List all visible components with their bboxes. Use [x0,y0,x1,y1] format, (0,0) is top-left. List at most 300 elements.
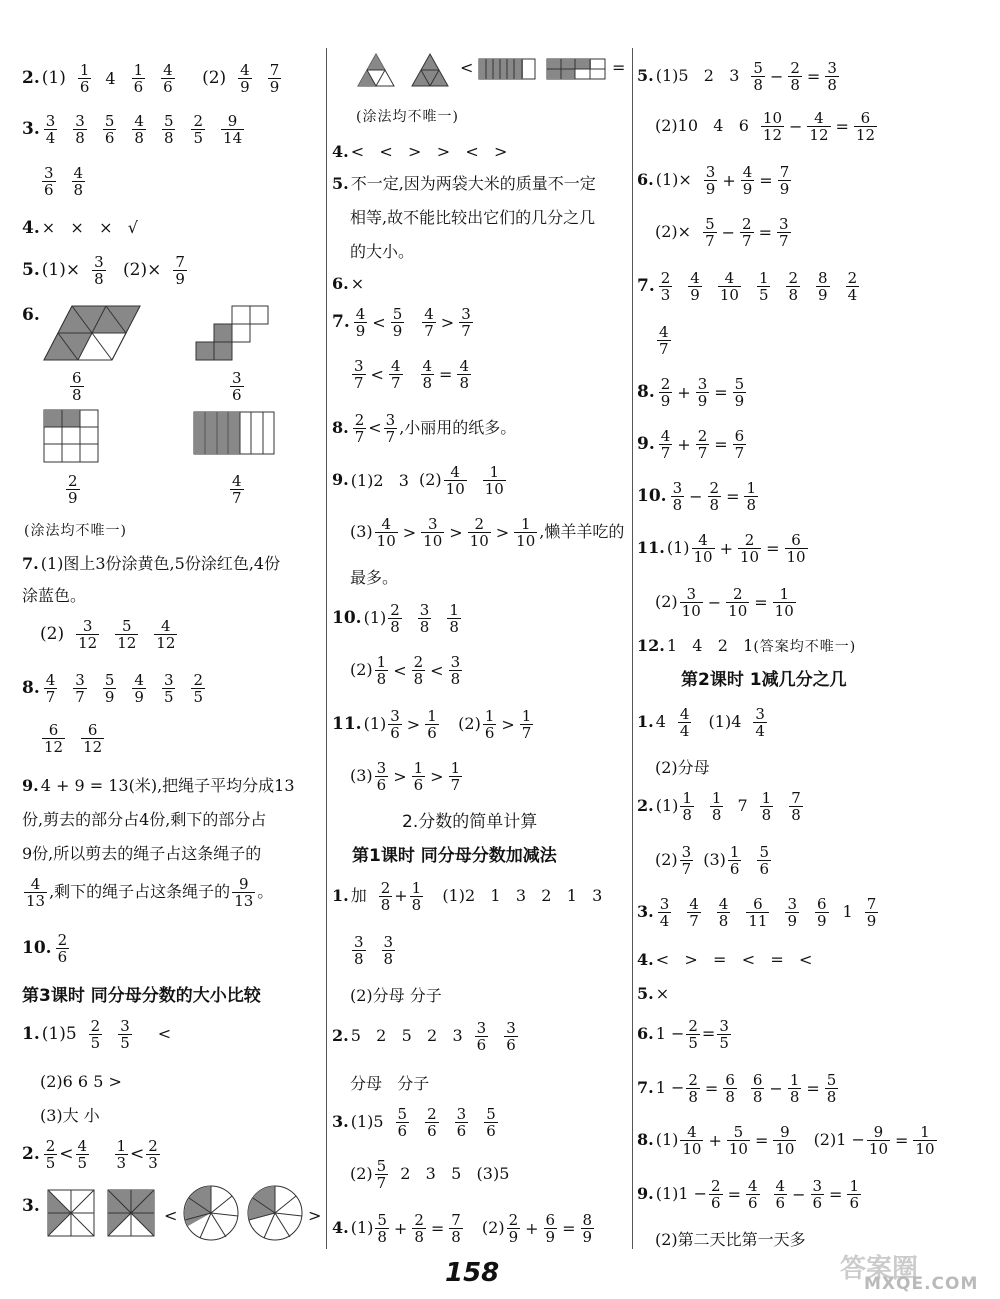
operator: = [714,434,728,454]
q6-label-a [68,370,86,403]
expression-fraction: $\frac{6}{10}$ [786,531,806,567]
answer2-q5: 5. 不一定,因为两袋大米的质量不一定 [332,174,596,193]
fraction: $\frac{3}{7}$ [385,411,396,447]
operator: = [835,116,849,136]
expression-fraction: $\frac{2}{8}$ [414,1211,424,1247]
expression-fraction: $\frac{5}{10}$ [728,1123,748,1159]
expression-fraction: $\frac{4}{9}$ [355,305,366,341]
lesson2-q9: 9. (1)1 − $\frac{2}{6}$ = $\frac{4}{6}$ $\frac{4}{6}$ − $\frac{3}{6}$ = $\frac{1}{6}$ [637,1177,859,1213]
answer3-q6-part2: (2)× $\frac{5}{7}$ − $\frac{2}{7}$ = $\frac{3}{7}$ [655,215,789,251]
operator: > [495,522,510,542]
fraction: $\frac{5}{6}$ [397,1105,408,1141]
fraction: $\frac{8}{9}$ [818,269,828,305]
operator: + [719,538,734,558]
expression-fraction: $\frac{2}{8}$ [790,59,800,95]
answer2-q8: 8. $\frac{2}{7}$ < $\frac{3}{7}$ ,小丽用的纸多。 [332,411,517,447]
operator: = [714,382,728,402]
operator: > [501,714,515,734]
answer-q10: 10. $\frac{2}{6}$ [22,931,68,967]
expression-fraction: $\frac{1}{7}$ [450,759,461,795]
fraction: $\frac{3}{4}$ [659,895,670,931]
q6-label-b [228,370,246,403]
answer3-q7-row2 [655,324,685,357]
fraction: $\frac{6}{12}$ [44,721,64,757]
answer2-q6: 6. × [332,274,365,293]
expression-fraction: $\frac{3}{7}$ [354,357,364,393]
lesson1-q1-part2: (2)分母 分子 [350,986,442,1005]
operator: = [439,364,453,384]
operator: = [754,592,768,612]
fraction: $\frac{1}{10}$ [484,463,504,499]
expression-fraction: $\frac{6}{7}$ [734,427,745,463]
column-divider [326,48,327,1249]
fraction: $\frac{3}{7}$ [681,843,692,879]
answer3-q6: 6. (1)× $\frac{3}{9}$ + $\frac{4}{9}$ = $\frac{7}{9}$ [637,163,790,199]
answer3-q11: 11. (1) $\frac{4}{10}$ + $\frac{2}{10}$ = $\frac{6}{10}$ [637,531,806,567]
expression-fraction: $\frac{1}{6}$ [849,1177,859,1213]
expression-fraction: $\frac{2}{9}$ [660,375,671,411]
lesson2-q2: 2. (1) $\frac{1}{8}$ $\frac{1}{8}$ 7 $\frac{1}{8}$ $\frac{7}{8}$ [637,789,801,825]
expression-fraction: $\frac{4}{10}$ [693,531,713,567]
expression-fraction: $\frac{6}{12}$ [855,109,875,145]
fraction: $\frac{2}{9}$ [68,472,78,508]
operator: = [562,1218,576,1238]
expression-fraction: $\frac{3}{8}$ [672,479,683,515]
watermark-site: MXQE.COM [864,1274,979,1294]
answer2-q11: 11. (1) $\frac{3}{6}$ > $\frac{1}{6}$ (2) $\frac{1}{6}$ > $\frac{1}{7}$ [332,707,532,743]
top-note: (涂法均不唯一) [356,109,459,125]
answer-q9: 9. 4 + 9 = 13(米),把绳子平均分成13 [22,776,295,795]
expression-fraction: $\frac{3}{7}$ [461,305,471,341]
operator: − [707,592,722,612]
expression-fraction: $\frac{6}{8}$ [752,1071,763,1107]
fraction: $\frac{2}{7}$ [354,411,365,447]
fraction: $\frac{4}{8}$ [73,164,84,200]
fraction: $\frac{3}{7}$ [75,671,85,707]
answer3-q5: 5. (1)5 2 3 $\frac{5}{8}$ − $\frac{2}{8}$ = $\frac{3}{8}$ [637,59,837,95]
operator: + [708,1130,722,1150]
answer-q9-line4: $\frac{4}{13}$ ,剩下的绳子占这条绳子的 $\frac{9}{13}$ 。 [26,875,274,911]
answer-column-3 [637,48,977,1249]
fraction: $\frac{1}{6}$ [79,61,90,97]
expression-fraction: $\frac{4}{7}$ [660,427,671,463]
expression-fraction: $\frac{1}{8}$ [376,653,387,689]
operator: = [430,1218,445,1238]
answer2-q10: 10. (1) $\frac{2}{8}$ $\frac{3}{8}$ $\frac{1}{8}$ [332,601,459,637]
fraction: $\frac{5}{7}$ [376,1157,387,1193]
operator: = [754,1130,769,1150]
shaded-triangle-figure-b [410,52,450,88]
answer3-q9: 9. $\frac{4}{7}$ + $\frac{2}{7}$ = $\frac{6}{7}$ [637,427,745,463]
operator: − [769,1078,783,1098]
operator: = [726,486,740,506]
expression-fraction: $\frac{7}{8}$ [451,1211,461,1247]
answer2-q5-line2: 相等,故不能比较出它们的几分之几 [350,208,596,227]
column-divider [632,48,633,1249]
operator: − [769,66,784,86]
fraction: $\frac{3}{5}$ [120,1017,130,1053]
lesson2-q8: 8. (1) $\frac{4}{10}$ + $\frac{5}{10}$ = $\frac{9}{10}$ (2)1 − $\frac{9}{10}$ = $\frac{1}{10}$ [637,1123,935,1159]
lesson2-q1: 1. 4 $\frac{4}{4}$ (1)4 $\frac{3}{4}$ [637,705,765,741]
operator: + [677,382,691,402]
fraction: $\frac{1}{6}$ [729,843,740,879]
fraction: $\frac{6}{9}$ [816,895,827,931]
answer2-q9-line-end: 最多。 [350,568,399,587]
expression-fraction: $\frac{2}{8}$ [688,1071,698,1107]
fraction: $\frac{4}{13}$ [26,875,46,911]
fraction: $\frac{3}{8}$ [75,112,85,148]
lesson2-q3: 3. $\frac{3}{4}$ $\frac{4}{7}$ $\frac{4}{8}$ $\frac{6}{11}$ $\frac{3}{9}$ $\frac{6}{9}$ 1 $\frac{7}{9}$ [637,895,877,931]
answer-q5: 5. (1)× $\frac{3}{8}$ (2)× $\frac{7}{9}$ [22,253,185,289]
answer2-q9-part3: (3) $\frac{4}{10}$ > $\frac{3}{10}$ > $\frac{2}{10}$ > $\frac{1}{10}$ ,懒羊羊吃的 [350,515,625,551]
fraction: $\frac{1}{8}$ [411,879,422,915]
expression-fraction: $\frac{3}{6}$ [390,707,400,743]
fraction: $\frac{2}{5}$ [90,1017,101,1053]
expression-fraction: $\frac{3}{8}$ [827,59,837,95]
answer2-q11-part3: (3) $\frac{3}{6}$ > $\frac{1}{6}$ > $\frac{1}{7}$ [350,759,461,795]
shaded-parallelogram-figure [42,304,142,364]
expression-fraction: $\frac{9}{10}$ [868,1123,888,1159]
operator: = [829,1184,843,1204]
answer-column-2 [332,48,627,1249]
answer-q3-row2 [40,165,99,198]
answer-q8-row2 [40,722,118,755]
expression-fraction: $\frac{3}{8}$ [450,653,461,689]
shaded-square-figure-a [46,1188,96,1238]
fraction: $\frac{1}{6}$ [133,61,144,97]
lesson2-q1-part2: (2)分母 [655,758,710,777]
answer-q9-line3: 9份,所以剪去的绳子占这条绳子的 [22,844,262,863]
expression-fraction: $\frac{5}{8}$ [377,1211,387,1247]
lesson1-q3-part2: (2) $\frac{5}{7}$ 2 3 5 (3)5 [350,1157,510,1193]
answer-q7-part2: (2) $\frac{3}{12}$ $\frac{5}{12}$ $\frac{4}{12}$ [40,617,176,653]
expression-fraction: $\frac{2}{7}$ [742,215,752,251]
expression-fraction: $\frac{2}{8}$ [413,653,424,689]
shaded-triangle-figure-a [356,52,396,88]
fraction: $\frac{3}{8}$ [94,253,104,289]
fraction: $\frac{3}{8}$ [354,933,364,969]
fraction: $\frac{3}{9}$ [787,895,797,931]
fraction: $\frac{5}{6}$ [486,1105,496,1141]
answer3-q8: 8. $\frac{2}{9}$ + $\frac{3}{9}$ = $\frac{5}{9}$ [637,375,745,411]
lesson3-q3: 3. [22,1196,40,1216]
fraction: $\frac{5}{8}$ [163,112,174,148]
lesson2-q7: 7. 1 − $\frac{2}{8}$ = $\frac{6}{8}$ $\frac{6}{8}$ − $\frac{1}{8}$ = $\frac{5}{8}$ [637,1071,837,1107]
operator: > [449,522,463,542]
fraction: $\frac{7}{9}$ [175,253,185,289]
fraction: $\frac{2}{5}$ [688,1017,698,1053]
fraction: $\frac{3}{8}$ [383,933,394,969]
fraction: $\frac{7}{8}$ [791,789,801,825]
fraction: $\frac{9}{14}$ [223,112,243,148]
fraction: $\frac{6}{11}$ [748,895,768,931]
expression-fraction: $\frac{8}{9}$ [582,1211,593,1247]
expression-fraction: $\frac{3}{10}$ [681,585,701,621]
expression-fraction: $\frac{1}{6}$ [413,759,424,795]
fraction: $\frac{4}{7}$ [232,472,242,508]
answer3-q5-part2: (2)10 4 6 $\frac{10}{12}$ − $\frac{4}{12}$ = $\frac{6}{12}$ [655,109,875,145]
lesson3-q1: 1. (1)5 $\frac{2}{5}$ $\frac{3}{5}$ < [22,1017,172,1053]
expression-fraction: $\frac{3}{9}$ [705,163,716,199]
fraction: $\frac{2}{4}$ [847,269,858,305]
fraction: $\frac{3}{8}$ [419,601,430,637]
answer-q7-line2: 涂蓝色。 [22,586,87,605]
fraction: $\frac{2}{5}$ [45,1137,56,1173]
answer-q2: 2. (1) $\frac{1}{6}$ 4 $\frac{1}{6}$ $\frac{4}{6}$ (2) $\frac{4}{9}$ $\frac{7}{9}$ [22,61,280,97]
fraction: $\frac{3}{4}$ [755,705,765,741]
expression-fraction: $\frac{4}{12}$ [809,109,829,145]
operator: = [758,222,772,242]
lesson3-q3-sym2: > [308,1206,322,1225]
fraction: $\frac{4}{5}$ [77,1137,88,1173]
shaded-grid-figure [42,408,102,464]
expression-fraction: $\frac{4}{10}$ [682,1123,702,1159]
operator: < [393,660,407,680]
operator: = [704,1078,719,1098]
expression-fraction: $\frac{2}{6}$ [711,1177,721,1213]
watermark-logo-text: 答案圈 [840,1254,919,1284]
answer-q4: 4. × × × √ [22,218,138,238]
expression-fraction: $\frac{3}{9}$ [697,375,708,411]
fraction: $\frac{5}{6}$ [759,843,769,879]
answer2-q5-line3: 的大小。 [350,242,415,261]
answer-q9-line2: 份,剪去的部分占4份,剩下的部分占 [22,810,267,829]
fraction: $\frac{3}{4}$ [45,112,56,148]
operator: − [721,222,736,242]
operator: − [789,116,803,136]
operator: < [430,660,444,680]
expression-fraction: $\frac{4}{7}$ [424,305,434,341]
shaded-circle-figure-b [246,1184,304,1242]
expression-fraction: $\frac{1}{6}$ [484,707,495,743]
q6-label-c [64,473,82,506]
expression-fraction: $\frac{4}{10}$ [376,515,396,551]
expression-fraction: $\frac{1}{10}$ [516,515,536,551]
fraction: $\frac{4}{9}$ [134,671,144,707]
fraction: $\frac{2}{8}$ [380,879,391,915]
lesson3-q3-sym1: < [164,1206,178,1225]
operator: = [806,66,821,86]
lesson2-q9-part2: (2)第二天比第一天多 [655,1230,806,1249]
fraction: $\frac{5}{9}$ [104,671,115,707]
answer3-q12: 12. 1 4 2 1(答案均不唯一) [637,636,857,655]
expression-fraction: $\frac{1}{6}$ [427,707,437,743]
expression-fraction: $\frac{3}{6}$ [812,1177,823,1213]
expression-fraction: $\frac{5}{9}$ [734,375,745,411]
fraction: $\frac{2}{3}$ [148,1137,158,1173]
fraction: $\frac{4}{7}$ [689,895,699,931]
answer-q7: 7. (1)图上3份涂黄色,5份涂红色,4份 [22,554,281,573]
operator: > [406,714,421,734]
answer3-q7: 7. $\frac{2}{3}$ $\frac{4}{9}$ $\frac{4}{10}$ $\frac{1}{5}$ $\frac{2}{8}$ $\frac{8}{9}$ $\frac{2}{4}$ [637,269,858,305]
fraction: $\frac{9}{13}$ [234,875,254,911]
fraction: $\frac{3}{5}$ [163,671,174,707]
section-2-heading: 2.分数的简单计算 [402,812,538,832]
answer-column-1 [22,48,322,1249]
answer3-q11-part2: (2) $\frac{3}{10}$ − $\frac{2}{10}$ = $\frac{1}{10}$ [655,585,794,621]
answer2-q4: 4. < < > > < > [332,142,508,161]
expression-fraction: $\frac{6}{9}$ [545,1211,556,1247]
fraction: $\frac{4}{10}$ [445,463,465,499]
answer2-q9: 9. (1)2 3 (2) $\frac{4}{10}$ $\frac{1}{10}$ [332,463,504,499]
fraction: $\frac{4}{7}$ [659,323,669,359]
fraction: $\frac{1}{5}$ [758,269,769,305]
fraction: $\frac{3}{5}$ [719,1017,729,1053]
fraction: $\frac{4}{9}$ [690,269,700,305]
lesson-2-heading: 第2课时 1减几分之几 [681,670,847,690]
expression-fraction: $\frac{6}{8}$ [725,1071,735,1107]
expression-fraction: $\frac{5}{9}$ [392,305,403,341]
lesson1-q4: 4. (1) $\frac{5}{8}$ + $\frac{2}{8}$ = $\frac{7}{8}$ (2) $\frac{2}{9}$ + $\frac{6}{9}$ = $\frac{8}{9}$ [332,1211,593,1247]
lesson3-q2: 2. $\frac{2}{5}$ < $\frac{4}{5}$ $\frac{1}{3}$ < $\frac{2}{3}$ [22,1137,158,1173]
operator: > [430,766,444,786]
operator: + [722,170,736,190]
operator: > [402,522,417,542]
expression-fraction: $\frac{9}{10}$ [775,1123,795,1159]
fraction: $\frac{4}{8}$ [718,895,729,931]
expression-fraction: $\frac{2}{8}$ [709,479,720,515]
expression-fraction: $\frac{2}{10}$ [469,515,489,551]
fraction: $\frac{5}{12}$ [117,617,137,653]
expression-fraction: $\frac{1}{10}$ [915,1123,935,1159]
shaded-staircase-figure [194,304,274,364]
expression-fraction: $\frac{1}{8}$ [789,1071,800,1107]
operator: + [677,434,691,454]
q6-label-d [228,473,246,506]
lesson3-q1-part2: (2)6 6 5 > [40,1072,122,1091]
expression-fraction: $\frac{3}{7}$ [778,215,789,251]
fraction: $\frac{4}{8}$ [134,112,144,148]
fraction: $\frac{3}{6}$ [456,1105,467,1141]
lesson2-q4: 4. < > = < = < [637,950,813,969]
fraction: $\frac{1}{3}$ [116,1137,127,1173]
fraction: $\frac{6}{12}$ [83,721,103,757]
operator: = [806,1078,820,1098]
fraction: $\frac{2}{8}$ [390,601,400,637]
fraction: $\frac{3}{6}$ [44,164,54,200]
fraction: $\frac{2}{8}$ [788,269,799,305]
expression-fraction: $\frac{1}{7}$ [521,707,532,743]
expression-fraction: $\frac{5}{7}$ [705,215,715,251]
shaded-square-figure-b [106,1188,156,1238]
fraction: $\frac{4}{6}$ [163,61,173,97]
expression-fraction: $\frac{7}{9}$ [779,163,790,199]
lesson1-q2: 2. 5 2 5 2 3 $\frac{3}{6}$ $\frac{3}{6}$ [332,1019,516,1055]
lesson1-q3: 3. (1)5 $\frac{5}{6}$ $\frac{2}{6}$ $\frac{3}{6}$ $\frac{5}{6}$ [332,1105,496,1141]
expression-fraction: $\frac{4}{6}$ [748,1177,758,1213]
fraction: $\frac{2}{3}$ [660,269,671,305]
operator: + [525,1218,539,1238]
operator: > [393,766,407,786]
operator: > [440,312,455,332]
operator: − [792,1184,806,1204]
operator: + [393,1218,408,1238]
answer3-q10: 10. $\frac{3}{8}$ − $\frac{2}{8}$ = $\frac{1}{8}$ [637,479,757,515]
expression-fraction: $\frac{4}{8}$ [459,357,469,393]
fraction: $\frac{3}{6}$ [506,1019,516,1055]
q6-note: (涂法均不唯一) [24,523,127,539]
fraction: $\frac{5}{6}$ [104,112,115,148]
expression-fraction: $\frac{4}{7}$ [390,357,401,393]
fraction: $\frac{3}{6}$ [232,369,242,405]
operator: < [370,364,384,384]
lesson-3-heading: 第3课时 同分母分数的大小比较 [22,986,261,1006]
fraction: $\frac{2}{6}$ [427,1105,437,1141]
expression-fraction: $\frac{1}{8}$ [746,479,757,515]
top-compare-sym1: < [460,58,474,77]
expression-fraction: $\frac{1}{10}$ [774,585,794,621]
expression-fraction: $\frac{5}{8}$ [753,59,763,95]
expression-fraction: $\frac{2}{7}$ [697,427,708,463]
fraction: $\frac{1}{8}$ [682,789,692,825]
fraction: $\frac{4}{12}$ [156,617,176,653]
fraction: $\frac{1}{8}$ [449,601,459,637]
fraction: $\frac{7}{9}$ [866,895,877,931]
expression-fraction: $\frac{4}{9}$ [742,163,753,199]
fraction: $\frac{1}{8}$ [761,789,772,825]
expression-fraction: $\frac{3}{10}$ [423,515,443,551]
fraction: $\frac{4}{7}$ [45,671,56,707]
fraction: $\frac{2}{5}$ [193,671,204,707]
fraction: $\frac{2}{5}$ [193,112,204,148]
shaded-strip-figure-b [546,58,608,80]
fraction: $\frac{3}{12}$ [78,617,98,653]
expression-fraction: $\frac{2}{10}$ [740,531,760,567]
operator: = [759,170,773,190]
answer-q6: 6. [22,305,40,325]
operator: − [689,486,703,506]
answer2-q10-part2: (2) $\frac{1}{8}$ < $\frac{2}{8}$ < $\frac{3}{8}$ [350,653,461,689]
expression-fraction: $\frac{2}{9}$ [508,1211,519,1247]
operator: = [766,538,780,558]
answer-q8: 8. $\frac{4}{7}$ $\frac{3}{7}$ $\frac{5}{9}$ $\frac{4}{9}$ $\frac{3}{5}$ $\frac{2}{5}$ [22,671,204,707]
fraction: $\frac{4}{10}$ [719,269,739,305]
shaded-circle-figure-a [182,1184,240,1242]
answer2-q7: 7. $\frac{4}{9}$ < $\frac{5}{9}$ $\frac{4}{7}$ > $\frac{3}{7}$ [332,305,471,341]
fraction: $\frac{3}{6}$ [476,1019,487,1055]
fraction: $\frac{4}{4}$ [679,705,690,741]
expression-fraction: $\frac{3}{6}$ [376,759,387,795]
lesson2-q5: 5. × [637,984,670,1003]
fraction: $\frac{1}{8}$ [711,789,722,825]
fraction: $\frac{2}{6}$ [57,931,68,967]
watermark-logo [820,1248,990,1294]
operator: = [727,1184,741,1204]
operator: < [372,312,386,332]
expression-fraction: $\frac{10}{12}$ [762,109,782,145]
page-number: 158 [445,1258,500,1288]
lesson1-q1-row2 [350,934,409,967]
lesson1-q2-line2: 分母 分子 [350,1074,430,1093]
lesson2-q2-part2: (2) $\frac{3}{7}$ (3) $\frac{1}{6}$ $\frac{5}{6}$ [655,843,769,879]
expression-fraction: $\frac{2}{10}$ [728,585,748,621]
answer-text: 4 [105,68,116,88]
lesson2-q6: 6. 1 − $\frac{2}{5}$ = $\frac{3}{5}$ [637,1017,729,1053]
fraction: $\frac{7}{9}$ [269,61,280,97]
answer2-q7-row2 [350,358,473,391]
expression-fraction: $\frac{5}{8}$ [826,1071,837,1107]
shaded-bar-figure [192,410,276,456]
lesson-1-heading: 第1课时 同分母分数加减法 [352,846,557,866]
expression-fraction: $\frac{4}{8}$ [422,357,433,393]
lesson3-q1-part3: (3)大 小 [40,1106,100,1125]
fraction: $\frac{4}{9}$ [240,61,250,97]
expression-fraction: $\frac{4}{6}$ [775,1177,786,1213]
lesson1-q1: 1. 加 $\frac{2}{8}$ + $\frac{1}{8}$ (1)2 1 3 2 1 3 [332,879,603,915]
fraction: $\frac{6}{8}$ [72,369,82,405]
top-compare-sym2: = [612,58,626,77]
operator: = [895,1130,909,1150]
